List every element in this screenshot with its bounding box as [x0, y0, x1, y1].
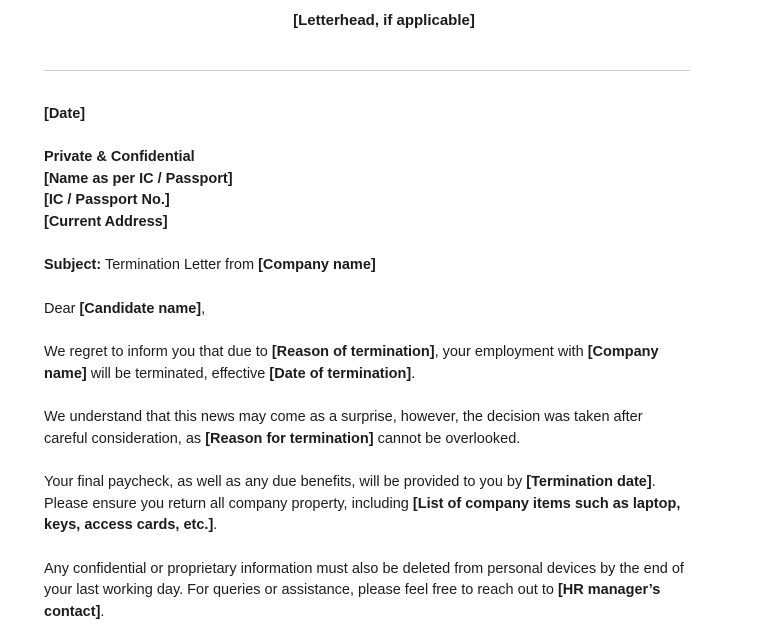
recipient-name-line: [Name as per IC / Passport] [44, 170, 233, 187]
divider [44, 70, 690, 71]
recipient-address-line: [Current Address] [44, 213, 168, 230]
date-line: [Date] [44, 105, 86, 122]
recipient-block [44, 147, 690, 233]
salutation: Dear [Candidate name], [44, 300, 206, 317]
subject-line: Subject: Termination Letter from [Company name] [44, 257, 376, 273]
body-paragraph-1: We regret to inform you that due to [Reason of termination], your employment with [Company name] will be terminated, effective [Date of termination]. [44, 344, 659, 382]
body-paragraph-4: Any confidential or proprietary information must also be deleted from personal devices by the end of your last working day. For queries or assistance, please feel free to reach out to [HR manager’s contact]. [44, 560, 684, 620]
body-paragraph-3: Your final paycheck, as well as any due benefits, will be provided to you by [Termination date]. Please ensure you return all company property, including [List of company items such as laptop, keys, access cards, etc.]. [44, 474, 681, 533]
body-paragraph-2: We understand that this news may come as a surprise, however, the decision was taken after careful consideration, as [Reason for termination] cannot be overlooked. [44, 409, 643, 447]
letterhead-text: [Letterhead, if applicable] [293, 12, 475, 29]
confidential-label: Private & Confidential [44, 149, 195, 165]
recipient-id-line: [IC / Passport No.] [44, 192, 170, 208]
